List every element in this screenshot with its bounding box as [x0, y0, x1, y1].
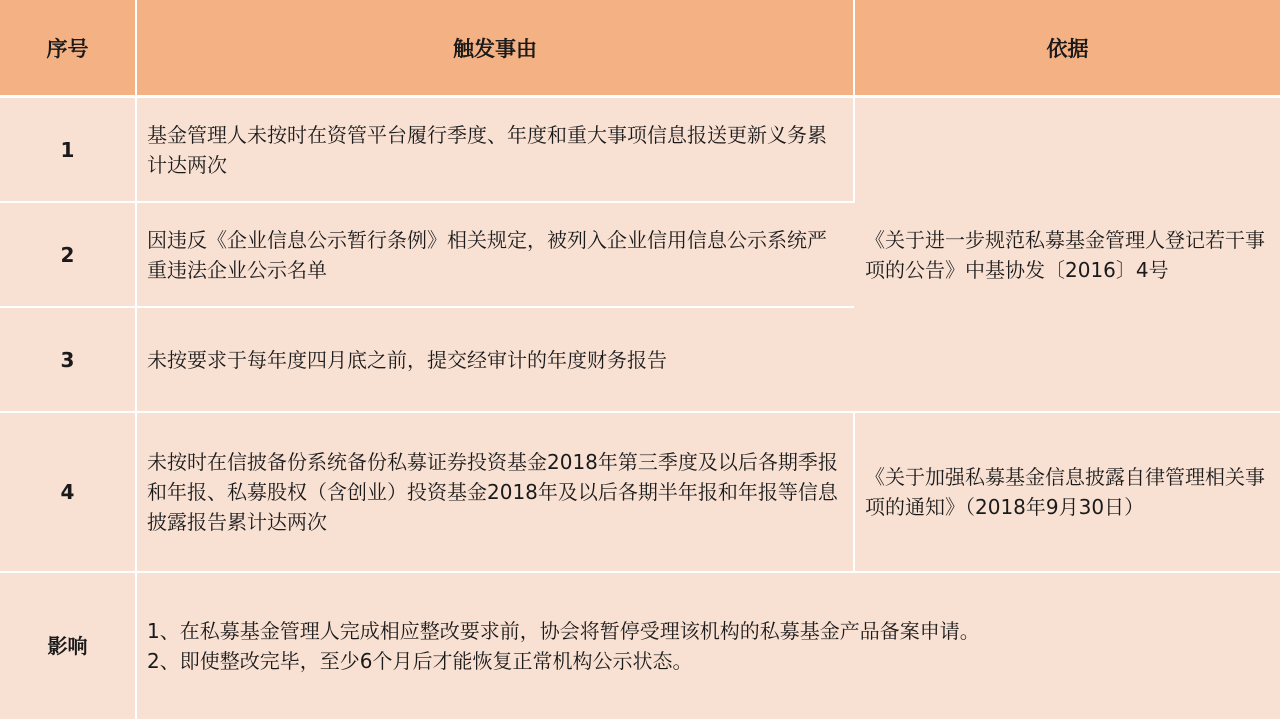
- basis-cell: 《关于进一步规范私募基金管理人登记若干事项的公告》中基协发〔2016〕4号: [854, 97, 1280, 413]
- row-number: 3: [0, 307, 136, 412]
- row-reason: 因违反《企业信息公示暂行条例》相关规定，被列入企业信用信息公示系统严重违法企业公示名单: [136, 202, 854, 307]
- header-trigger-reason: 触发事由: [136, 0, 854, 97]
- impact-row: [0, 572, 1280, 720]
- header-row: [0, 0, 1280, 97]
- table-row: [0, 412, 1280, 572]
- row-reason: 未按时在信披备份系统备份私募证券投资基金2018年第三季度及以后各期季报和年报、私募股权（含创业）投资基金2018年及以后各期半年报和年报等信息披露报告累计达两次: [136, 412, 854, 572]
- basis-cell: 《关于加强私募基金信息披露自律管理相关事项的通知》（2018年9月30日）: [854, 412, 1280, 572]
- row-number: 2: [0, 202, 136, 307]
- impact-content: [136, 572, 1280, 720]
- table-row: [0, 97, 1280, 203]
- row-number: 1: [0, 97, 136, 203]
- row-reason: 基金管理人未按时在资管平台履行季度、年度和重大事项信息报送更新义务累计达两次: [136, 97, 854, 203]
- row-number: 4: [0, 412, 136, 572]
- header-basis: 依据: [854, 0, 1280, 97]
- row-reason: 未按要求于每年度四月底之前，提交经审计的年度财务报告: [136, 307, 854, 412]
- impact-line-2: 2、即使整改完毕，至少6个月后才能恢复正常机构公示状态。: [147, 649, 693, 673]
- impact-label: 影响: [0, 572, 136, 720]
- header-serial: 序号: [0, 0, 136, 97]
- impact-line-1: 1、在私募基金管理人完成相应整改要求前，协会将暂停受理该机构的私募基金产品备案申请。: [147, 619, 980, 643]
